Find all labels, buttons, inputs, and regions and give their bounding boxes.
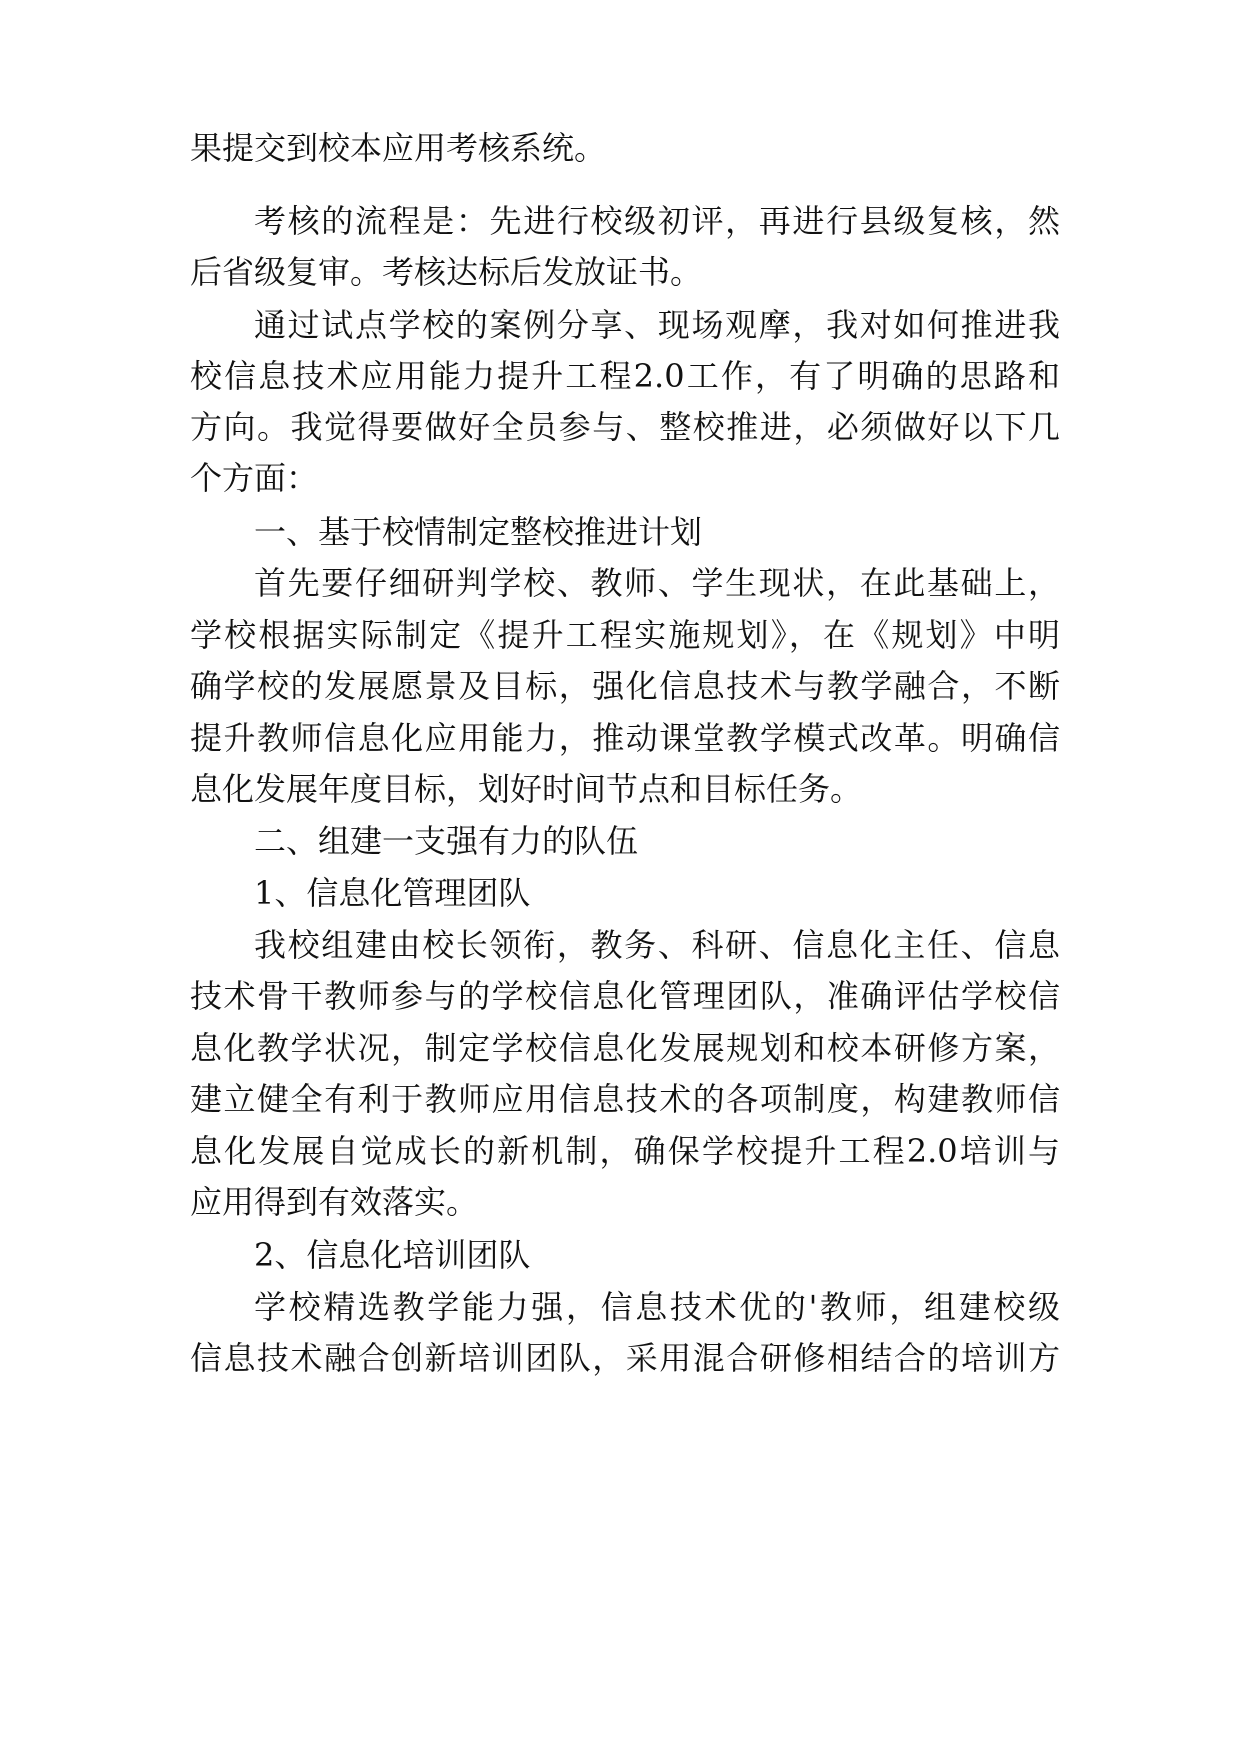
text-line: 个方面： [190, 459, 319, 497]
text-line: 通过试点学校的案例分享、现场观摩，我对如何推进我 [254, 306, 1060, 344]
text-line: 果提交到校本应用考核系统。 [190, 129, 607, 167]
text-line: 确学校的发展愿景及目标，强化信息技术与教学融合，不断 [190, 667, 1060, 705]
text-line: 我校组建由校长领衔，教务、科研、信息化主任、信息 [254, 926, 1060, 964]
subsection-heading: 2、信息化培训团队 [254, 1236, 531, 1274]
text-line: 提升教师信息化应用能力，推动课堂教学模式改革。明确信 [190, 719, 1060, 757]
text-line: 考核的流程是：先进行校级初评，再进行县级复核，然 [254, 202, 1060, 240]
text-line: 技术骨干教师参与的学校信息化管理团队，准确评估学校信 [190, 977, 1060, 1015]
text-line: 息化发展自觉成长的新机制，确保学校提升工程2.0培训与 [190, 1132, 1060, 1170]
subsection-heading: 1、信息化管理团队 [254, 874, 531, 912]
section-heading: 二、组建一支强有力的队伍 [254, 822, 639, 860]
text-line: 建立健全有利于教师应用信息技术的各项制度，构建教师信 [190, 1080, 1060, 1118]
text-line: 校信息技术应用能力提升工程2.0工作，有了明确的思路和 [190, 357, 1060, 395]
text-line: 首先要仔细研判学校、教师、学生现状，在此基础上， [254, 564, 1060, 602]
text-line: 学校根据实际制定《提升工程实施规划》，在《规划》中明 [190, 616, 1060, 654]
text-line: 应用得到有效落实。 [190, 1183, 479, 1221]
text-line: 后省级复审。考核达标后发放证书。 [190, 253, 703, 291]
text-line: 方向。我觉得要做好全员参与、整校推进，必须做好以下几 [190, 408, 1060, 446]
text-line: 息化教学状况，制定学校信息化发展规划和校本研修方案， [190, 1029, 1060, 1067]
text-line: 信息技术融合创新培训团队，采用混合研修相结合的培训方 [190, 1339, 1060, 1377]
text-line: 学校精选教学能力强，信息技术优的'教师，组建校级 [254, 1288, 1060, 1326]
text-line: 息化发展年度目标，划好时间节点和目标任务。 [190, 770, 863, 808]
section-heading: 一、基于校情制定整校推进计划 [254, 513, 703, 551]
